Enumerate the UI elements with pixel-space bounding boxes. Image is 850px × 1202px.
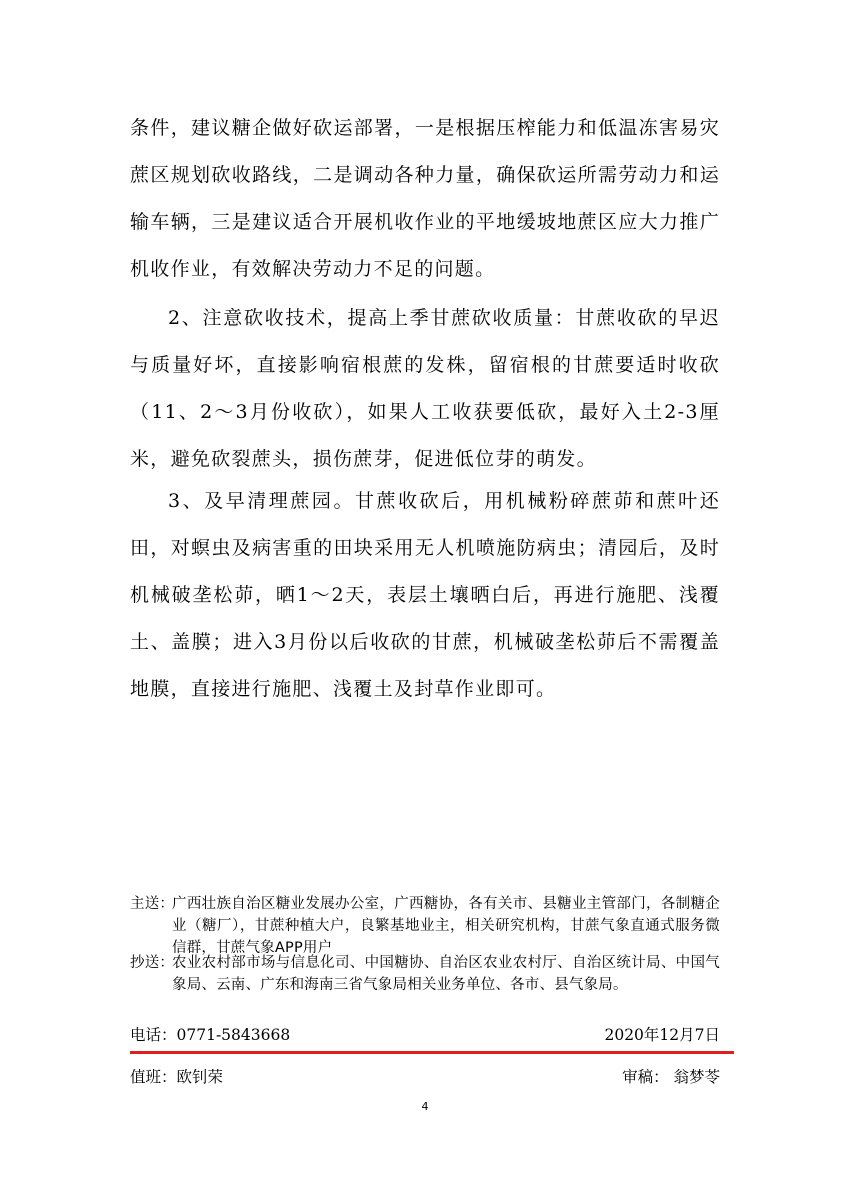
contact-row <box>130 1024 720 1046</box>
body-paragraph: 条件，建议糖企做好砍运部署，一是根据压榨能力和低温冻害易灾蔗区规划砍收路线，二是调动各种力量，确保砍运所需劳动力和运输车辆，三是建议适合开展机收作业的平地缓坡地蔗区应大力推广机收作业，有效解决劳动力不足的问题。 <box>130 117 720 280</box>
main-send-block <box>130 893 720 959</box>
copy-send-recipients: 农业农村部市场与信息化司、中国糖协、自治区农业农村厅、自治区统计局、中国气象局、云南、广东和海南三省气象局相关业务单位、各市、县气象局。 <box>172 955 720 993</box>
copy-send-label: 抄送： <box>130 955 175 971</box>
page-number: 4 <box>421 1100 429 1113</box>
duty-row <box>130 1066 720 1088</box>
red-divider <box>130 1051 734 1054</box>
body-paragraph: 2、注意砍收技术，提高上季甘蔗砍收质量：甘蔗收砍的早迟与质量好坏，直接影响宿根蔗的发株，留宿根的甘蔗要适时收砍（11、2～3月份收砍），如果人工收获要低砍，最好入土2-3厘米，避免砍裂蔗头，损伤蔗芽，促进低位芽的萌发。 <box>130 307 720 470</box>
reviewer: 审稿： 翁梦苓 <box>622 1068 720 1086</box>
issue-date: 2020年12月7日 <box>604 1026 720 1044</box>
main-send-recipients: 广西壮族自治区糖业发展办公室，广西糖协，各有关市、县糖业主管部门，各制糖企业（糖厂），甘蔗种植大户，良繁基地业主，相关研究机构，甘蔗气象直通式服务微信群，甘蔗气象APP用户 <box>172 896 720 956</box>
phone-number: 电话：0771-5843668 <box>130 1026 291 1044</box>
copy-send-block <box>130 952 720 996</box>
body-paragraph: 3、及早清理蔗园。甘蔗收砍后，用机械粉碎蔗茆和蔗叶还田，对螟虫及病害重的田块采用无人机喷施防病虫；清园后，及时机械破垄松茆，晒1～2天，表层土壤晒白后，再进行施肥、浅覆土、盖膜；进入3月份以后收砍的甘蔗，机械破垄松茆后不需覆盖地膜，直接进行施肥、浅覆土及封草作业即可。 <box>130 490 720 700</box>
main-send-label: 主送： <box>130 896 175 912</box>
on-duty: 值班：欧钊荣 <box>130 1068 224 1086</box>
